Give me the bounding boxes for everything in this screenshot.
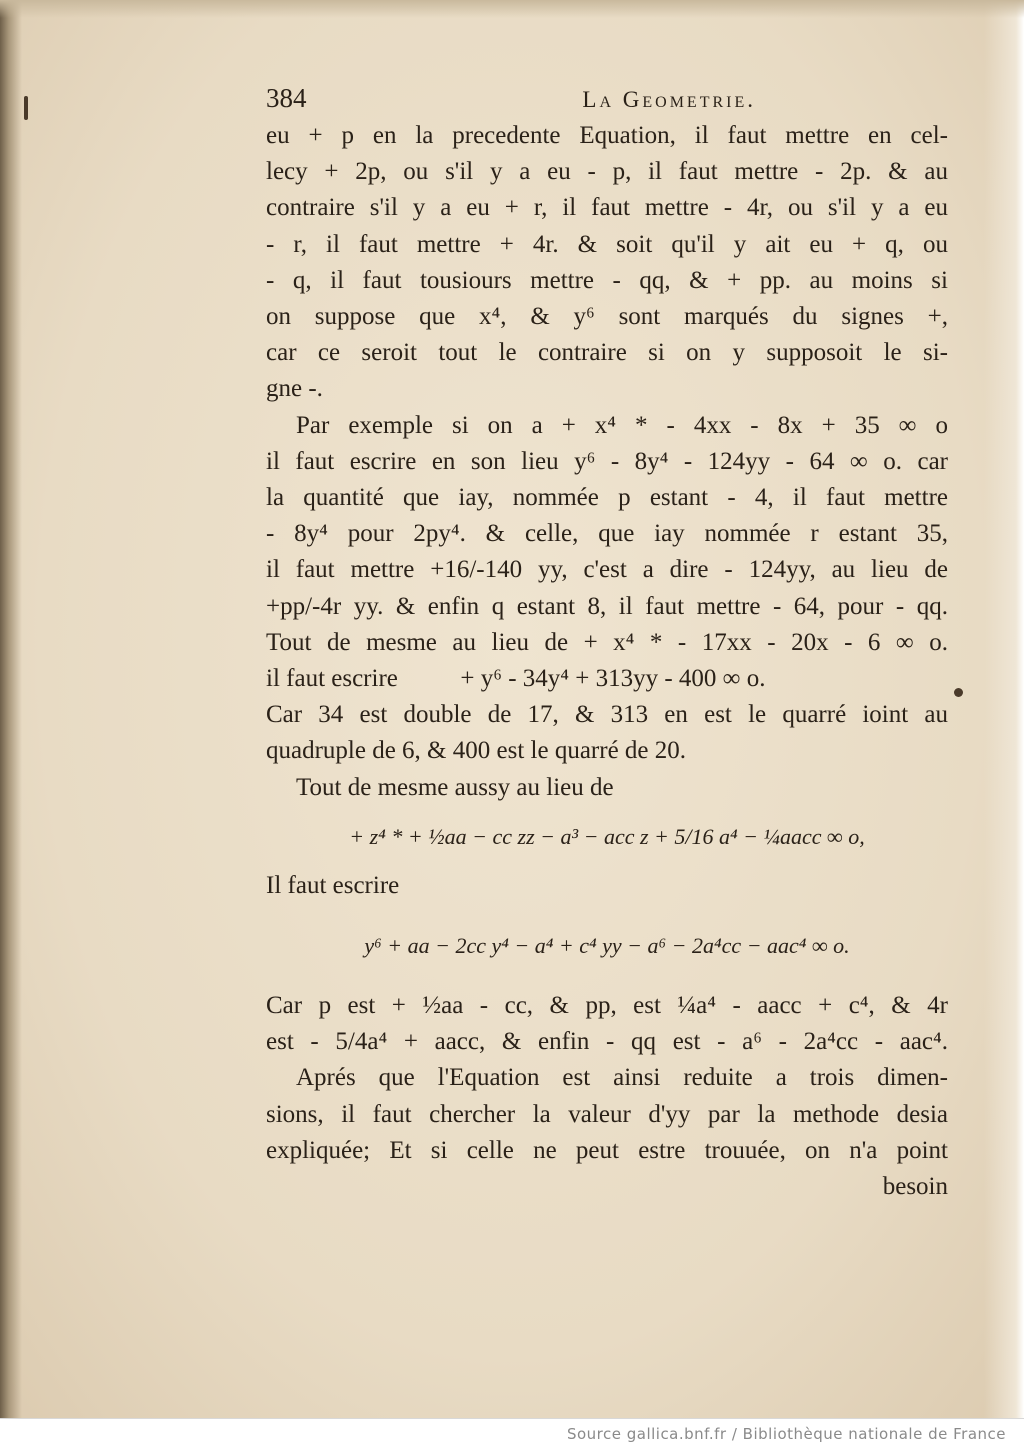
text-line: quadruple de 6, & 400 est le quarré de 20. xyxy=(266,737,687,765)
text-line: Aprés que l'Equation est ainsi reduite a trois dimen- xyxy=(296,1064,948,1092)
page-text xyxy=(266,78,948,1205)
text-line: Par exemple si on a + x⁴ * - 4xx - 8x + 35 ∞ o xyxy=(296,411,948,439)
text-line: eu + p en la precedente Equation, il faut mettre en cel- xyxy=(266,122,948,149)
text-line: sions, il faut chercher la valeur d'yy par la methode desia xyxy=(266,1100,948,1128)
text-line: +pp/-4r yy. & enfin q estant 8, il faut mettre - 64, pour - qq. xyxy=(266,592,948,620)
text-line: lecy + 2p, ou s'il y a eu - p, il faut mettre - 2p. & au xyxy=(266,158,948,186)
text-line: - 8y⁴ pour 2py⁴. & celle, que iay nommée r estant 35, xyxy=(266,520,948,548)
source-attribution: Source gallica.bnf.fr / Bibliothèque nationale de France xyxy=(566,1425,1006,1443)
page-header xyxy=(266,78,948,118)
source-footer xyxy=(0,1418,1024,1449)
text-line: est - 5/4a⁴ + aacc, & enfin - qq est - a⁶ - 2a⁴cc - aac⁴. xyxy=(266,1028,948,1056)
equation-1: + z⁴ * + ½aa − cc zz − a³ − acc z + 5/16 a⁴ − ¼aacc ∞ o, xyxy=(349,823,865,849)
text-line: Il faut escrire xyxy=(266,871,400,899)
text-line: il faut escrire en son lieu y⁶ - 8y⁴ - 124yy - 64 ∞ o. car xyxy=(266,447,948,475)
text-line: gne -. xyxy=(266,375,323,403)
text-line: on suppose que x⁴, & y⁶ sont marqués du signes +, xyxy=(266,303,948,331)
text-line: car ce seroit tout le contraire si on y supposoit le si- xyxy=(266,339,948,367)
equation-2: y⁶ + aa − 2cc y⁴ − a⁴ + c⁴ yy − a⁶ − 2a⁴cc − aac⁴ ∞ o. xyxy=(364,933,850,959)
page-top-edge xyxy=(0,0,1024,18)
running-head: La Geometrie. xyxy=(582,87,756,112)
text-line: il faut escrire + y⁶ - 34y⁴ + 313yy - 400 ∞ o. xyxy=(266,665,766,693)
ink-spot xyxy=(954,688,963,697)
text-line: Car p est + ½aa - cc, & pp, est ¼a⁴ - aacc + c⁴, & 4r xyxy=(266,992,948,1020)
page-right-edge xyxy=(984,0,1024,1418)
text-line: Car 34 est double de 17, & 313 en est le quarré ioint au xyxy=(266,701,948,729)
text-line: contraire s'il y a eu + r, il faut mettre - 4r, ou s'il y a eu xyxy=(266,194,948,222)
catchword: besoin xyxy=(882,1173,948,1201)
text-line: - q, il faut tousiours mettre - qq, & + pp. au moins si xyxy=(266,266,948,294)
text-line: il faut mettre +16/-140 yy, c'est a dire - 124yy, au lieu de xyxy=(266,556,948,584)
ink-spot xyxy=(24,96,28,120)
text-line: - r, il faut mettre + 4r. & soit qu'il y ait eu + q, ou xyxy=(266,230,948,258)
text-line: Tout de mesme au lieu de + x⁴ * - 17xx - 20x - 6 ∞ o. xyxy=(266,628,948,656)
page-binding-shadow xyxy=(0,0,22,1418)
text-line: la quantité que iay, nommée p estant - 4, il faut mettre xyxy=(266,484,948,512)
text-line: expliquée; Et si celle ne peut estre trouuée, on n'a point xyxy=(266,1136,948,1164)
page-number: 384 xyxy=(266,83,307,113)
text-line: Tout de mesme aussy au lieu de xyxy=(296,773,614,801)
